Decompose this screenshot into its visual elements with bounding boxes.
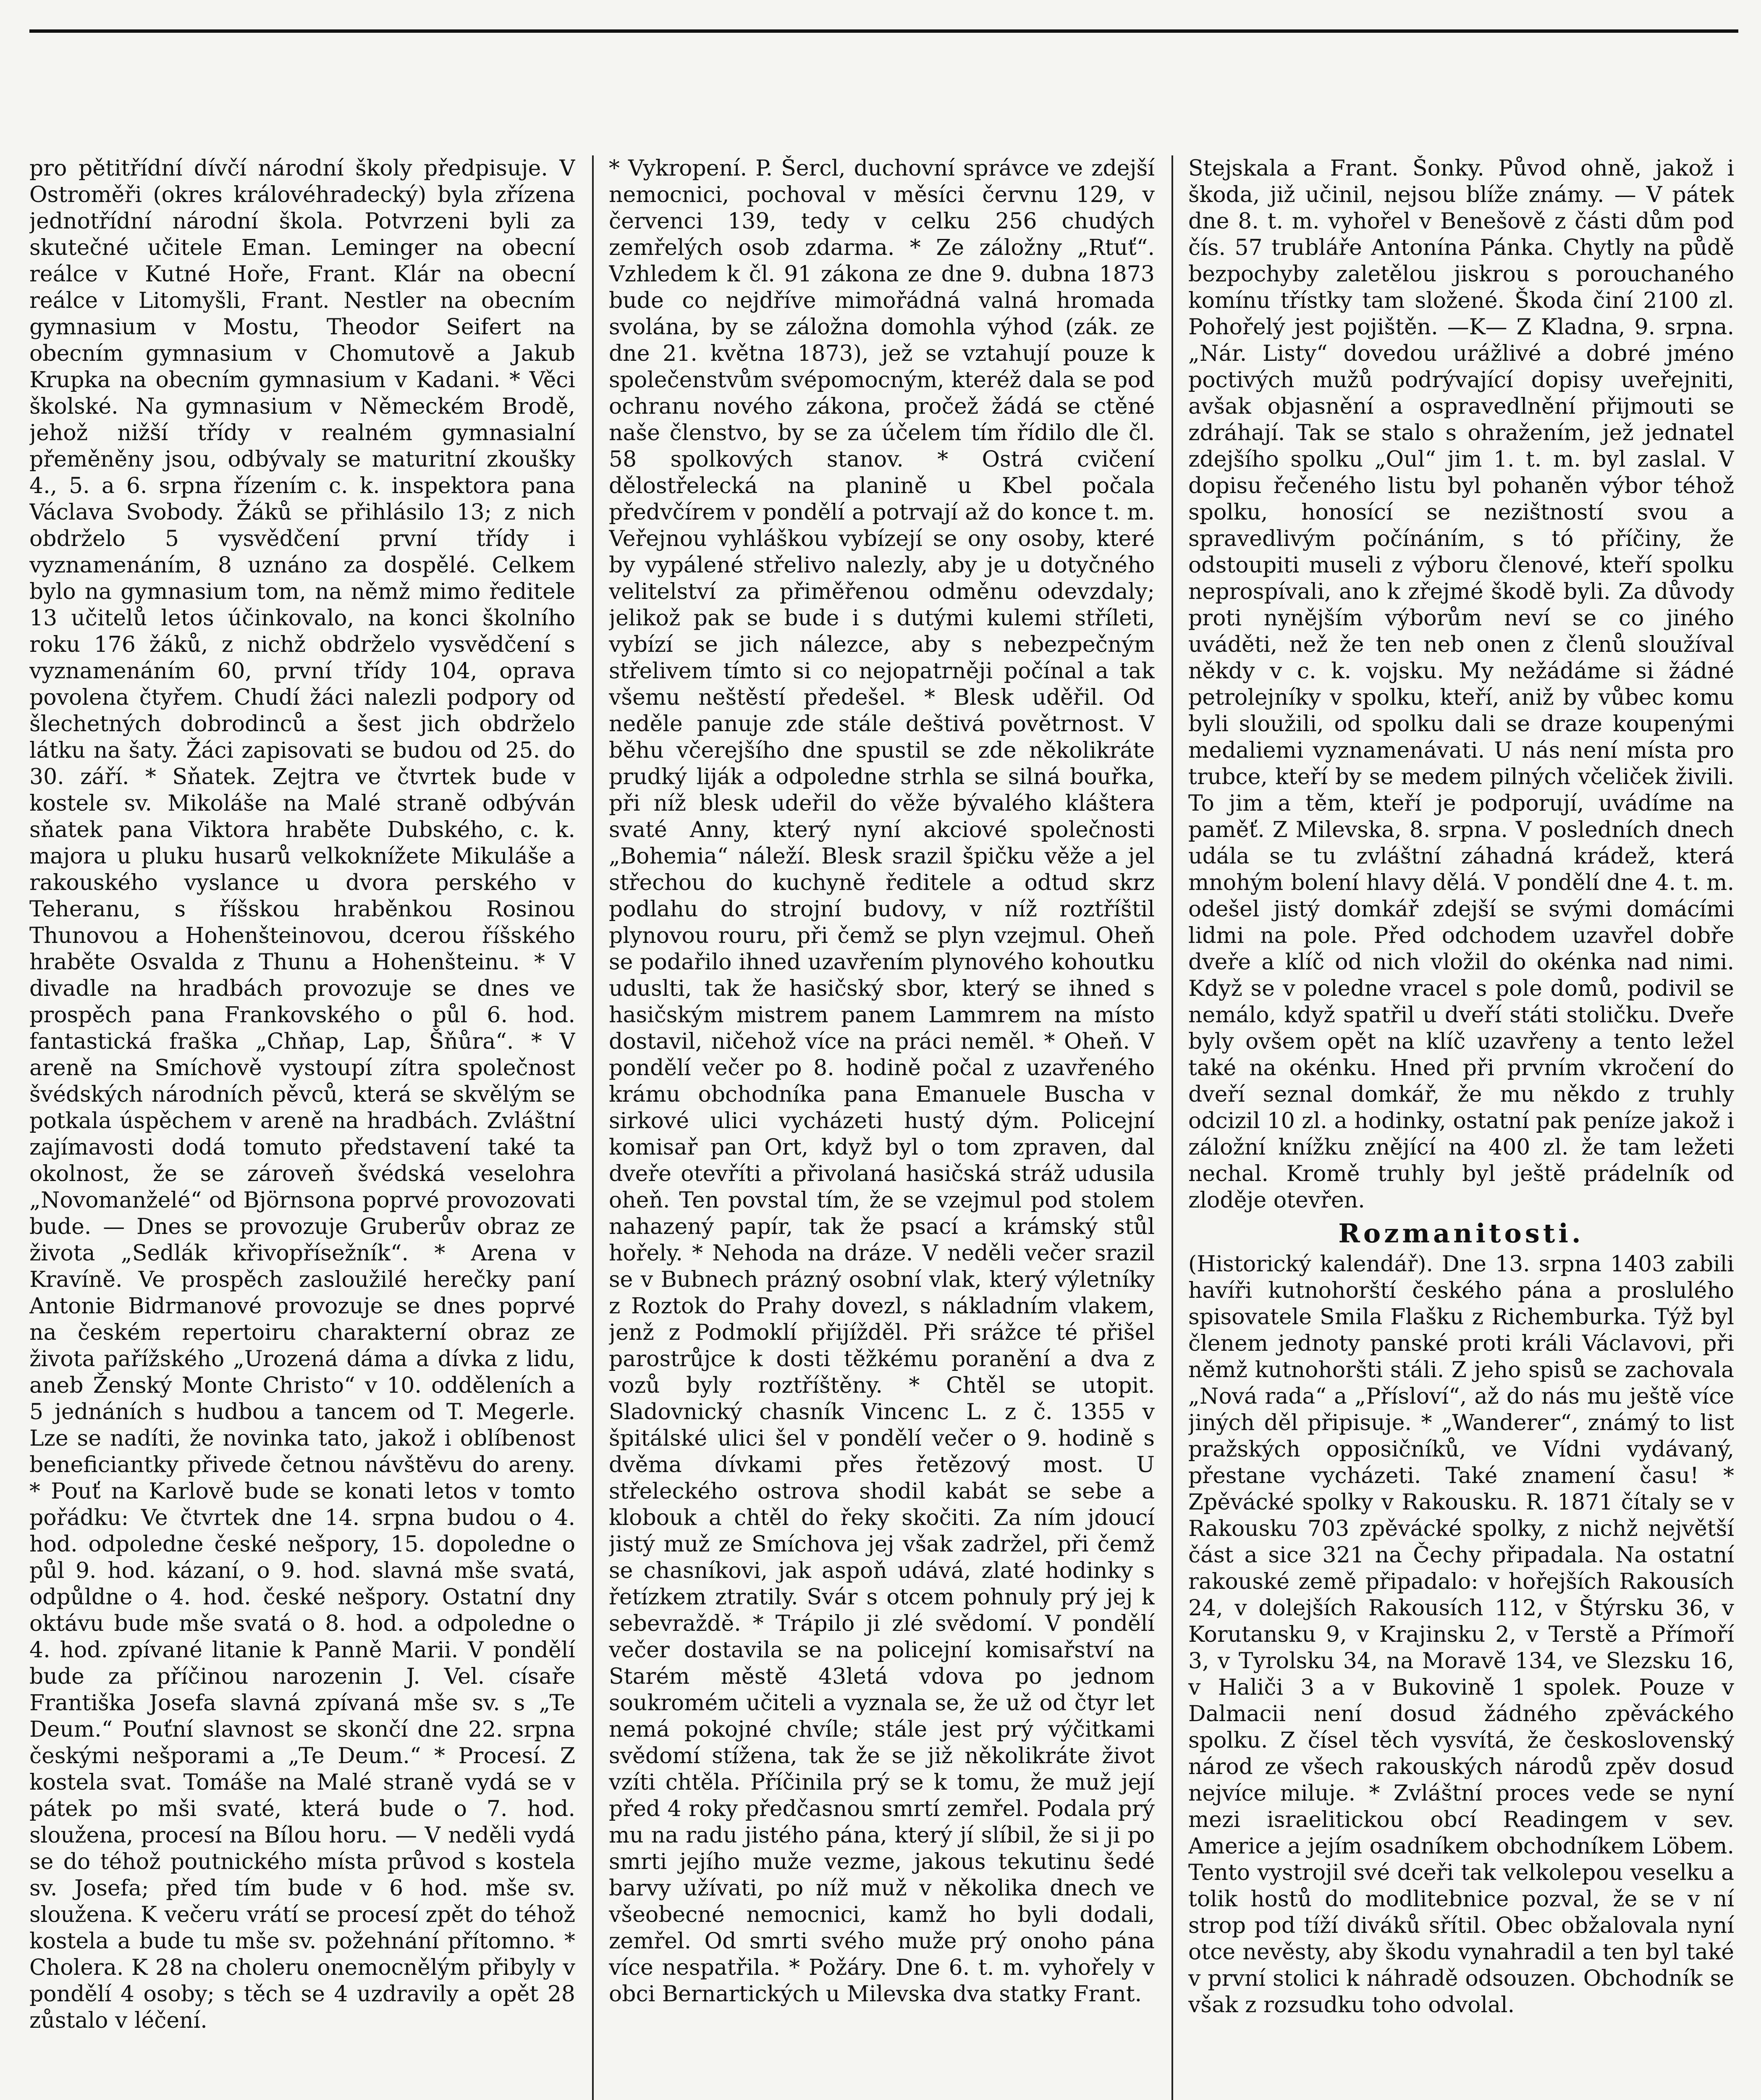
column-divider-2 bbox=[1171, 155, 1173, 2100]
column-2 bbox=[609, 155, 1155, 2100]
top-rule bbox=[29, 29, 1738, 33]
newspaper-page bbox=[29, 29, 1738, 2100]
column-divider-1 bbox=[592, 155, 594, 2100]
column-2-text: * Vykropení. P. Šercl, duchovní správce ve zdejší nemocnici, pochoval v měsíci červnu 129, v červenci 139, tedy v celku 256 chudých zemřelých osob zdarma. * Ze záložny „Rtuť“. Vzhledem k čl. 91 zákona ze dne 9. dubna 1873 bude co nejdříve mimořádná valná hromada svolána, by se záložna domohla výhod (zák. ze dne 21. května 1873), jež se vztahují pouze k společenstvům svépomocným, kteréž dala se pod ochranu nového zákona, pročež žádá se ctěné naše členstvo, by se za účelem tím řídilo dle čl. 58 spolkových stanov. * Ostrá cvičení dělostřelecká na planině u Kbel počala předvčírem v pondělí a potrvají až do konce t. m. Veřejnou vyhláškou vybízejí se ony osoby, které by vypálené střelivo nalezly, aby je u dotyčného velitelství za přiměřenou odměnu odevzdaly; jelikož pak se bude i s dutými kulemi stříleti, vybízí se jich nálezce, aby s nebezpečným střelivem tímto si co nejopatrněji počínal a tak všemu neštěstí předešel. * Blesk uděřil. Od neděle panuje zde stále deštivá povětrnost. V běhu včerejšího dne spustil se zde několikráte prudký liják a odpoledne strhla se silná bouřka, při níž blesk udeřil do věže bývalého kláštera svaté Anny, který nyní akciové společnosti „Bohemia“ náleží. Blesk srazil špičku věže a jel střechou do kuchyně ředitele a odtud skrz podlahu do strojní budovy, v níž roztříštil plynovou rouru, při čemž se plyn vzejmul. Oheň se podařilo ihned uzavřením plynového kohoutku uduslti, tak že hasičský sbor, který se ihned s hasičským mistrem panem Lammrem na místo dostavil, ničehož více na práci neměl. * Oheň. V pondělí večer po 8. hodině počal z uzavřeného krámu obchodníka pana Emanuele Buscha v sirkové ulici vycházeti hustý dým. Policejní komisař pan Ort, když byl o tom zpraven, dal dveře otevříti a přivolaná hasičská stráž udusila oheň. Ten povstal tím, že se vzejmul pod stolem nahazený papír, tak že psací a krámský stůl hořely. * Nehoda na dráze. V neděli večer srazil se v Bubnech prázný osobní vlak, který výletníky z Roztok do Prahy dovezl, s nákladním vlakem, jenž z Podmoklí přijížděl. Při srážce té přišel parostrůjce k dosti těžkému poranění a dva z vozů byly roztříštěny. * Chtěl se utopit. Sladovnický chasník Vincenc L. z č. 1355 v špitálské ulici šel v pondělí večer o 9. hodině s dvěma dívkami přes řetězový most. U střeleckého ostrova shodil kabát se sebe a klobouk a chtěl do řeky skočiti. Za ním jdoucí jistý muž ze Smíchova jej však zadržel, při čemž se chasníkovi, jak aspoň udává, zlaté hodinky s řetízkem ztratily. Svár s otcem pohnuly prý jej k sebevraždě. * Trápilo ji zlé svědomí. V pondělí večer dostavila se na policejní komisařství na Starém městě 43letá vdova po jednom soukromém učiteli a vyznala se, že už od čtyr let nemá pokojné chvíle; stále jest prý výčitkami svědomí stížena, tak že se již několikráte život vzíti chtěla. Příčinila prý se k tomu, že muž její před 4 roky předčasnou smrtí zemřel. Podala prý mu na radu jistého pána, který jí slíbil, že si ji po smrti jejího muže vezme, jakous tekutinu šedé barvy užívati, po níž muž v několika dnech ve všeobecné nemocnici, kamž ho byli dodali, zemřel. Od smrti svého muže prý onoho pána více nespatřila. * Požáry. Dne 6. t. m. vyhořely v obci Bernartických u Milevska dva statky Frant. bbox=[609, 156, 1155, 2007]
column-1-text: pro pětitřídní dívčí národní školy předpisuje. V Ostroměři (okres královéhradecký) byla zřízena jednotřídní národní škola. Potvrzeni byli za skutečné učitele Eman. Leminger na obecní reálce v Kutné Hoře, Frant. Klár na obecní reálce v Litomyšli, Frant. Nestler na obecním gymnasium v Mostu, Theodor Seifert na obecním gymnasium v Chomutově a Jakub Krupka na obecním gymnasium v Kadani. * Věci školské. Na gymnasium v Německém Brodě, jehož nižší třídy v realném gymnasialní přeměněny jsou, odbývaly se maturitní zkoušky 4., 5. a 6. srpna řízením c. k. inspektora pana Václava Svobody. Žáků se přihlásilo 13; z nich obdrželo 5 vysvědčení první třídy i vyznamenáním, 8 uznáno za dospělé. Celkem bylo na gymnasium tom, na němž mimo ředitele 13 učitelů letos účinkovalo, na konci školního roku 176 žáků, z nichž obdrželo vysvědčení s vyznamenáním 60, první třídy 104, oprava povolena čtyřem. Chudí žáci nalezli podpory od šlechetných dobrodinců a šest jich obdrželo látku na šaty. Žáci zapisovati se budou od 25. do 30. září. * Sňatek. Zejtra ve čtvrtek bude v kostele sv. Mikoláše na Malé straně odbýván sňatek pana Viktora hraběte Dubského, c. k. majora u pluku husarů velkoknížete Mikuláše a rakouského vyslance u dvora perského v Teheranu, s říšskou hraběnkou Rosinou Thunovou a Hohenšteinovou, dcerou říšského hraběte Osvalda z Thunu a Hohenšteinu. * V divadle na hradbách provozuje se dnes ve prospěch pana Frankovského o půl 6. hod. fantastická fraška „Chňap, Lap, Šňůra“. * V areně na Smíchově vystoupí zítra společnost švédských národních pěvců, která se skvělým se potkala úspěchem v areně na hradbách. Zvláštní zajímavosti dodá tomuto představení také ta okolnost, že se zároveň švédská veselohra „Novomanželé“ od Björnsona poprvé provozovati bude. — Dnes se provozuje Gruberův obraz ze života „Sedlák křivopřísežník“. * Arena v Kravíně. Ve prospěch zasloužilé herečky paní Antonie Bidrmanové provozuje se dnes poprvé na českém repertoiru charakterní obraz ze života pařížského „Urozená dáma a dívka z lidu, aneb Ženský Monte Christo“ v 10. odděleních a 5 jednáních s hudbou a tancem od T. Megerle. Lze se nadíti, že novinka tato, jakož i oblíbenost beneficiantky přivede četnou návštěvu do areny. * Pouť na Karlově bude se konati letos v tomto pořádku: Ve čtvrtek dne 14. srpna budou o 4. hod. odpoledne české nešpory, 15. dopoledne o půl 9. hod. kázaní, o 9. hod. slavná mše svatá, odpůldne o 4. hod. české nešpory. Ostatní dny oktávu bude mše svatá o 8. hod. a odpoledne o 4. hod. zpívané litanie k Panně Marii. V pondělí bude za příčinou narozenin J. Vel. císaře Františka Josefa slavná zpívaná mše sv. s „Te Deum.“ Pouťní slavnost se skončí dne 22. srpna českými nešporami a „Te Deum.“ * Procesí. Z kostela svat. Tomáše na Malé straně vydá se v pátek po mši svaté, která bude o 7. hod. sloužena, procesí na Bílou horu. — V neděli vydá se do téhož poutnického místa průvod s kostela sv. Josefa; před tím bude v 6 hod. mše sv. sloužena. K večeru vrátí se procesí zpět do téhož kostela a bude tu mše sv. požehnání přítomno. * Cholera. K 28 na choleru onemocnělým přibyly v pondělí 4 osoby; s těch se 4 uzdravily a opět 28 zůstalo v léčení. bbox=[29, 156, 575, 2033]
column-3 bbox=[1188, 155, 1734, 2100]
section-heading: Rozmanitosti. bbox=[1338, 1218, 1584, 1249]
column-1 bbox=[29, 155, 575, 2100]
column-3-text: Stejskala a Frant. Šonky. Původ ohně, jakož i škoda, již učinil, nejsou blíže známy. — V pátek dne 8. t. m. vyhořel v Benešově z části dům pod čís. 57 trubláře Antonína Pánka. Chytly na půdě bezpochyby zaletělou jiskrou s porouchaného komínu třístky tam složené. Škoda činí 2100 zl. Pohořelý jest pojištěn. —K— Z Kladna, 9. srpna. „Nár. Listy“ dovedou urážlivé a dobré jméno poctivých mužů podrývající dopisy uveřejniti, avšak objasnění a ospravedlnění přijmouti se zdráhají. Tak se stalo s ohražením, jež jednatel zdejšího spolku „Oul“ jim 1. t. m. byl zaslal. V dopisu řečeného listu byl pohaněn výbor téhož spolku, honosící se nezištností svou a spravedlivým počínáním, s tó příčiny, že odstoupiti museli z výboru členové, kteří spolku neprospívali, ano k zřejmé škodě byli. Za důvody proti nynějším výborům neví se co jiného uváděti, než že ten neb onen z členů sloužíval někdy v c. k. vojsku. My nežádáme si žádné petrolejníky v spolku, kteří, aniž by vůbec komu byli sloužili, od spolku dali se draze koupenými medaliemi vyznamenávati. U nás není místa pro trubce, kteří by se medem pilných včeliček živili. To jim a těm, kteří je podporují, uvádíme na paměť. Z Milevska, 8. srpna. V posledních dnech udála se tu zvláštní záhadná krádež, která mnohým bolení hlavy dělá. V pondělí dne 4. t. m. odešel jistý domkář zdejší se svými domácími lidmi na pole. Před odchodem uzavřel dobře dveře a klíč od nich vložil do okénka nad nimi. Když se v poledne vracel s pole domů, podivil se nemálo, když spatřil u dveří státi stoličku. Dveře byly ovšem opět na klíč uzavřeny a tento ležel také na okénku. Hned při prvním vkročení do dveří seznal domkář, že mu někdo z truhly odcizil 10 zl. a hodinky, ostatní pak peníze jakož i záložní knížku znějící na 400 zl. že tam ležeti nechal. Kromě truhly byl ještě prádelník od zloděje otevřen. bbox=[1188, 156, 1734, 1213]
column-3-text-2: (Historický kalendář). Dne 13. srpna 1403 zabili havíři kutnohorští českého pána a proslulého spisovatele Smila Flašku z Richemburka. Týž byl členem jednoty panské proti králi Václavovi, při němž kutnohoršti stáli. Z jeho spisů se zachovala „Nová rada“ a „Přísloví“, až do nás mu ještě více jiných děl připisuje. * „Wanderer“, známý to list pražských opposičníků, ve Vídni vydávaný, přestane vycházeti. Také znamení času! * Zpěvácké spolky v Rakousku. R. 1871 čítaly se v Rakousku 703 zpěvácké spolky, z nichž největší část a sice 321 na Čechy připadala. Na ostatní rakouské země připadalo: v hořejších Rakousích 24, v dolejších Rakousích 112, v Štýrsku 36, v Korutansku 9, v Krajinsku 2, v Terstě a Přímoří 3, v Tyrolsku 34, na Moravě 134, ve Slezsku 16, v Haliči 3 a v Bukovině 1 spolek. Pouze v Dalmacii není dosud žádného zpěváckého spolku. Z čísel těch vysvítá, že československý národ ze všech rakouských národů zpěv dosud nejvíce miluje. * Zvláštní proces vede se nyní mezi israelitickou obcí Readingem v sev. Americe a jejím osadníkem obchodníkem Löbem. Tento vystrojil své dceři tak velkolepou veselku a tolik hostů do modlitebnice pozval, že se v ní strop pod tíží diváků sřítil. Obec obžalovala nyní otce nevěsty, aby škodu vynahradil a ten byl také v první stolici k náhradě odsouzen. Obchodník se však z rozsudku toho odvolal. bbox=[1188, 1252, 1734, 2018]
